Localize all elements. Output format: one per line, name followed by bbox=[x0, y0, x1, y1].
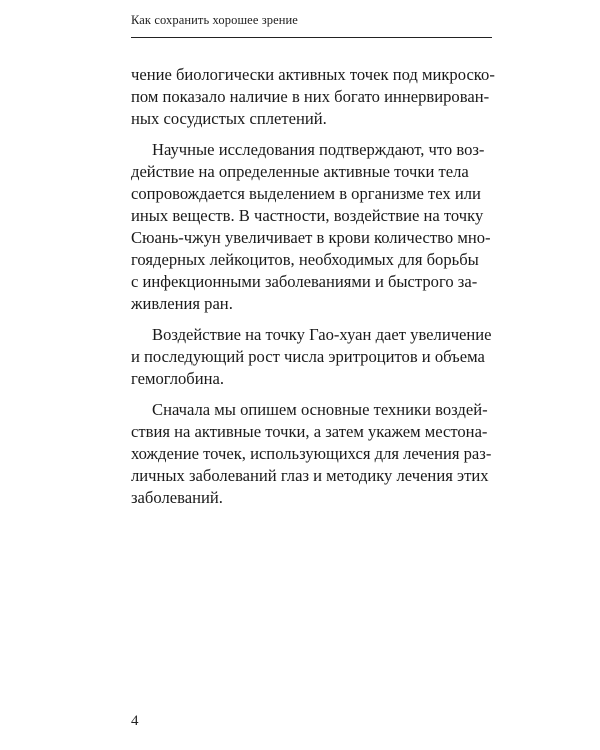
text-line: действие на определенные активные точки тела bbox=[131, 162, 469, 181]
text-line: чение биологически активных точек под микроско- bbox=[131, 65, 495, 84]
header-rule bbox=[131, 37, 492, 38]
text-line: с инфекционными заболеваниями и быстрого за- bbox=[131, 272, 478, 291]
text-line: гемоглобина. bbox=[131, 369, 225, 388]
text-line: гоядерных лейкоцитов, необходимых для борьбы bbox=[131, 250, 479, 269]
text-line: ных сосудистых сплетений. bbox=[131, 109, 327, 128]
paragraph bbox=[131, 64, 493, 130]
text-line: ствия на активные точки, а затем укажем местона- bbox=[131, 422, 488, 441]
text-line: заболеваний. bbox=[131, 488, 223, 507]
text-line: иных веществ. В частности, воздействие на точку bbox=[131, 206, 484, 225]
text-line: Воздействие на точку Гао-хуан дает увеличение bbox=[152, 325, 492, 344]
paragraph bbox=[131, 324, 493, 390]
text-line: сопровождается выделением в организме тех или bbox=[131, 184, 481, 203]
text-line: Сюань-чжун увеличивает в крови количество мно- bbox=[131, 228, 491, 247]
text-line: личных заболеваний глаз и методику лечения этих bbox=[131, 466, 489, 485]
text-line: и последующий рост числа эритроцитов и объема bbox=[131, 347, 485, 366]
paragraph bbox=[131, 399, 493, 509]
page-number: 4 bbox=[131, 713, 139, 729]
text-line: хождение точек, использующихся для лечения раз- bbox=[131, 444, 492, 463]
text-line: Сначала мы опишем основные техники воздей- bbox=[152, 400, 488, 419]
text-line: пом показало наличие в них богато иннервирован- bbox=[131, 87, 490, 106]
paragraph bbox=[131, 139, 493, 315]
text-line: живления ран. bbox=[131, 294, 233, 313]
text-line: Научные исследования подтверждают, что воз- bbox=[152, 140, 485, 159]
running-head: Как сохранить хорошее зрение bbox=[131, 13, 298, 27]
body-text bbox=[131, 64, 493, 518]
